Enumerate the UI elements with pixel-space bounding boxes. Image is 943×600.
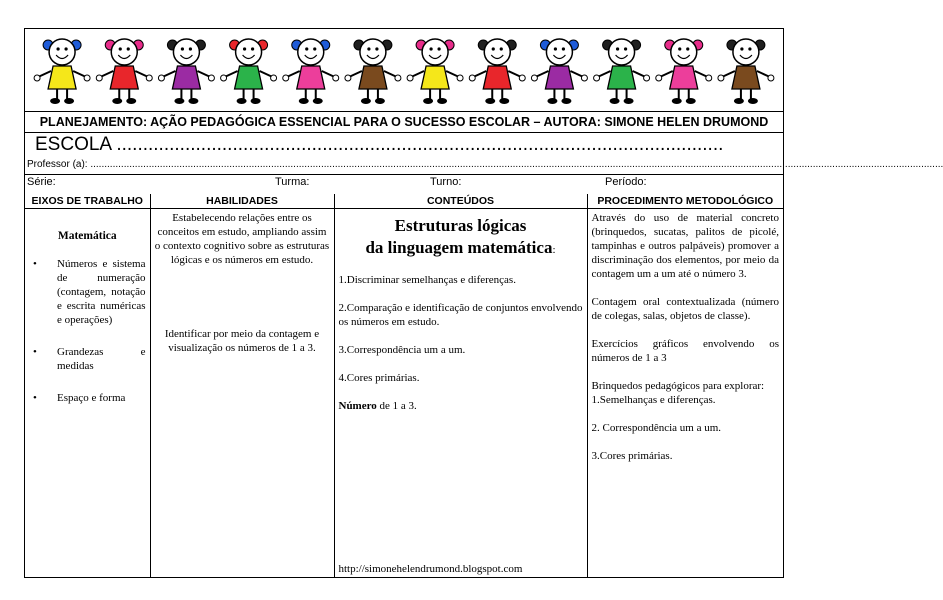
- escola-dots: ...................................................................................................................: [116, 134, 724, 155]
- table-row: [25, 209, 783, 578]
- kid-figure: [407, 39, 463, 104]
- kids-illustration: [31, 33, 777, 107]
- kid-figure: [158, 39, 214, 104]
- kid-figure: [594, 39, 650, 104]
- eixos-cell: [25, 209, 150, 578]
- list-item: • Espaço e forma: [57, 391, 146, 405]
- kid-figure: [469, 39, 525, 104]
- list-item: • Grandezas e medidas: [57, 345, 146, 373]
- procedimento-text: 1.Semelhanças e diferenças.: [591, 394, 716, 407]
- kid-figure: [531, 39, 587, 104]
- divider: [25, 174, 783, 175]
- kid-figure: [656, 39, 712, 104]
- list-item: • Números e sistema de numeração (contagem, notação e escrita numéricas e operações): [57, 257, 146, 327]
- kid-figure: [34, 39, 90, 104]
- kid-figure: [345, 39, 401, 104]
- header-procedimento: PROCEDIMENTO METODOLÓGICO: [587, 194, 783, 209]
- heading-line-2: da linguagem matemática: [365, 238, 553, 258]
- procedimento-text: Através do uso de material concreto (brinquedos, sucatas, palitos de picolé, tampinhas e outros palpáveis) promover a discriminação dos elementos, por meio da contagem um a um até o número 3.: [591, 212, 779, 281]
- planning-table: [25, 194, 783, 578]
- procedimento-text: Exercícios gráficos envolvendo os números de 1 a 3: [591, 338, 779, 365]
- subject-title: Matemática: [57, 230, 117, 243]
- escola-field: [35, 133, 723, 157]
- conteudo-numero: [339, 399, 583, 413]
- numero-rest: de 1 a 3.: [376, 400, 417, 413]
- periodo-label: Período:: [605, 176, 647, 188]
- conteudos-cell: [334, 209, 587, 578]
- eixos-list: [29, 257, 146, 405]
- procedimento-text: Contagem oral contextualizada (número de colegas, salas, objetos de classe).: [591, 296, 779, 323]
- kid-figure: [718, 39, 774, 104]
- header-conteudos: CONTEÚDOS: [334, 194, 587, 209]
- kid-figure: [283, 39, 339, 104]
- procedimento-text: Brinquedos pedagógicos para explorar:: [591, 380, 765, 393]
- blog-url: http://simonehelendrumond.blogspot.com: [338, 563, 523, 575]
- conteudos-heading: [339, 215, 583, 261]
- habilidade-text: Identificar por meio da contagem e visualização os números de 1 a 3.: [164, 328, 320, 355]
- header-eixos: EIXOS DE TRABALHO: [25, 194, 150, 209]
- class-info-row: [27, 176, 781, 192]
- turno-label: Turno:: [430, 176, 462, 188]
- escola-label: ESCOLA: [35, 134, 112, 155]
- conteudo-item: 4.Cores primárias.: [338, 372, 420, 385]
- heading-colon: :: [552, 244, 556, 257]
- table-header-row: [25, 194, 783, 209]
- procedimento-text: 3.Cores primárias.: [591, 450, 673, 463]
- page-title: PLANEJAMENTO: AÇÃO PEDAGÓGICA ESSENCIAL PARA O SUCESSO ESCOLAR – AUTORA: SIMONE HELEN DRUMOND: [25, 111, 783, 133]
- conteudo-item: 3.Correspondência um a um.: [338, 344, 466, 357]
- habilidade-text: Estabelecendo relações entre os conceitos em estudo, ampliando assim o contexto cognitivo sobre as estruturas lógicas e os números em estudo.: [154, 212, 330, 267]
- turma-label: Turma:: [275, 176, 310, 188]
- heading-line-1: Estruturas lógicas: [394, 216, 527, 236]
- serie-label: Série:: [27, 176, 56, 188]
- kids-banner: [25, 29, 783, 109]
- procedimento-cell: [587, 209, 783, 578]
- header-habilidades: HABILIDADES: [150, 194, 334, 209]
- numero-bold: Número: [338, 400, 377, 413]
- procedimento-text: 2. Correspondência um a um.: [591, 422, 722, 435]
- conteudo-item: 1.Discriminar semelhanças e diferenças.: [338, 274, 516, 287]
- professor-field: Professor (a): ...................................................................................................................................................................................................................................................................................................................: [27, 159, 943, 170]
- kid-figure: [221, 39, 277, 104]
- habilidades-cell: [150, 209, 334, 578]
- kid-figure: [96, 39, 152, 104]
- planning-sheet: [24, 28, 943, 578]
- conteudo-item: 2.Comparação e identificação de conjuntos envolvendo os números em estudo.: [338, 302, 583, 329]
